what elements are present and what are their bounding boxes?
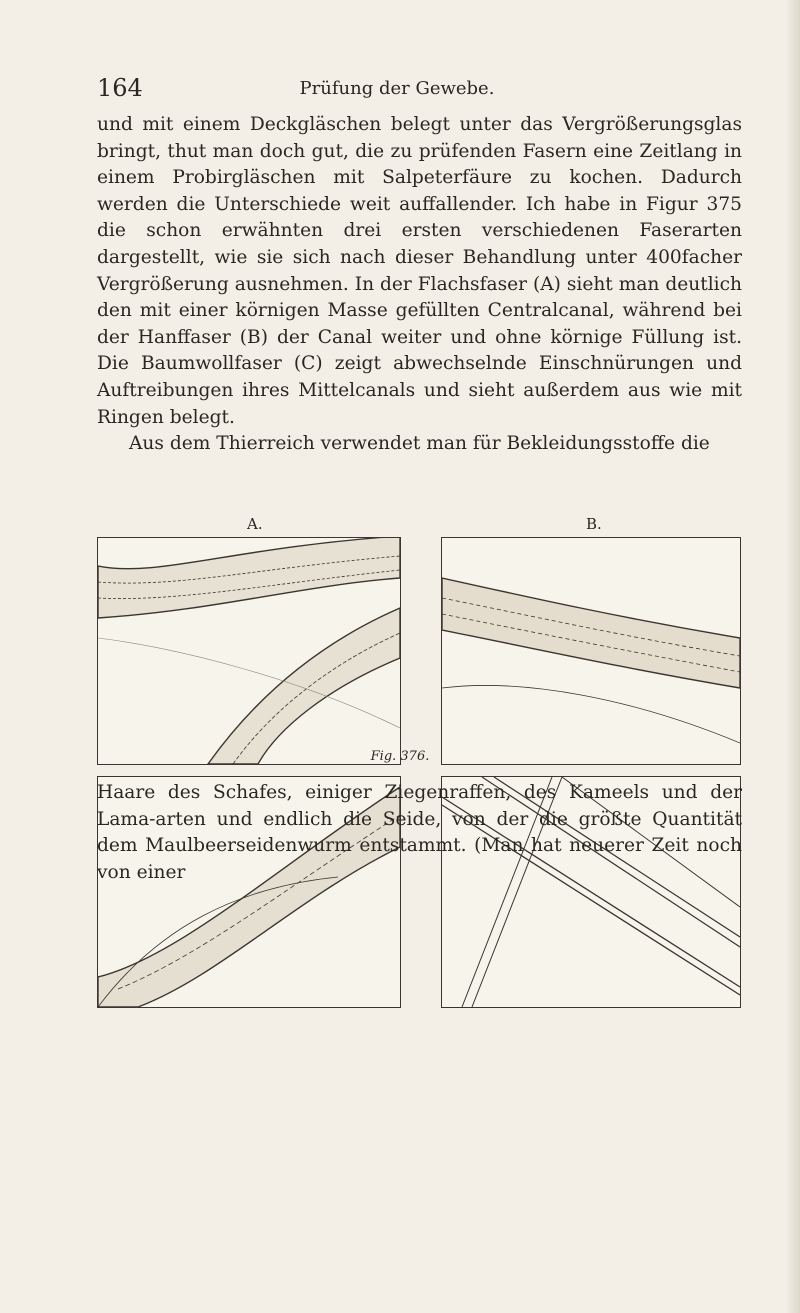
panel-label-a: A.	[247, 515, 263, 533]
page-number: 164	[97, 74, 143, 102]
hemp-fibre-illustration	[442, 538, 740, 764]
flax-fibre-illustration	[98, 538, 400, 764]
paragraph-2: Aus dem Thierreich verwendet man für Bekleidungsstoffe die	[129, 433, 710, 455]
panel-b-hemp-fibre	[441, 537, 741, 765]
panel-a-flax-fibre	[97, 537, 401, 765]
panel-label-b: B.	[586, 515, 602, 533]
page-edge-shadow	[786, 0, 800, 1313]
figure-caption: Fig. 376.	[370, 749, 430, 764]
running-head: Prüfung der Gewebe.	[299, 78, 495, 99]
body-text	[97, 112, 742, 458]
paragraph-1: und mit einem Deckgläschen belegt unter das Vergrößerungsglas bringt, thut man doch gut, die zu prüfenden Fasern eine Zeitlang in einem Probirgläschen mit Salpeterfäure zu kochen. Dadurch werden die Unterschiede weit auffallender. Ich habe in Figur 375 die schon erwähnten drei ersten verschiedenen Faserarten dargestellt, wie sie sich nach dieser Behandlung unter 400facher Vergrößerung ausnehmen. In der Flachsfaser (A) sieht man deutlich den mit einer körnigen Masse gefüllten Centralcanal, während bei der Hanffaser (B) der Canal weiter und ohne körnige Füllung ist. Die Baumwollfaser (C) zeigt abwechselnde Einschnürungen und Auftreibungen ihres Mittelcanals und sieht außerdem aus wie mit Ringen belegt.	[97, 114, 742, 428]
page-header	[97, 74, 697, 108]
paragraph-3: Haare des Schafes, einiger Ziegenraffen, des Kameels und der Lama-arten und endlich die Seide, von der die größte Quantität dem Maulbeerseidenwurm entstammt. (Man hat neuerer Zeit noch von einer	[97, 782, 742, 883]
lower-text	[97, 780, 742, 886]
